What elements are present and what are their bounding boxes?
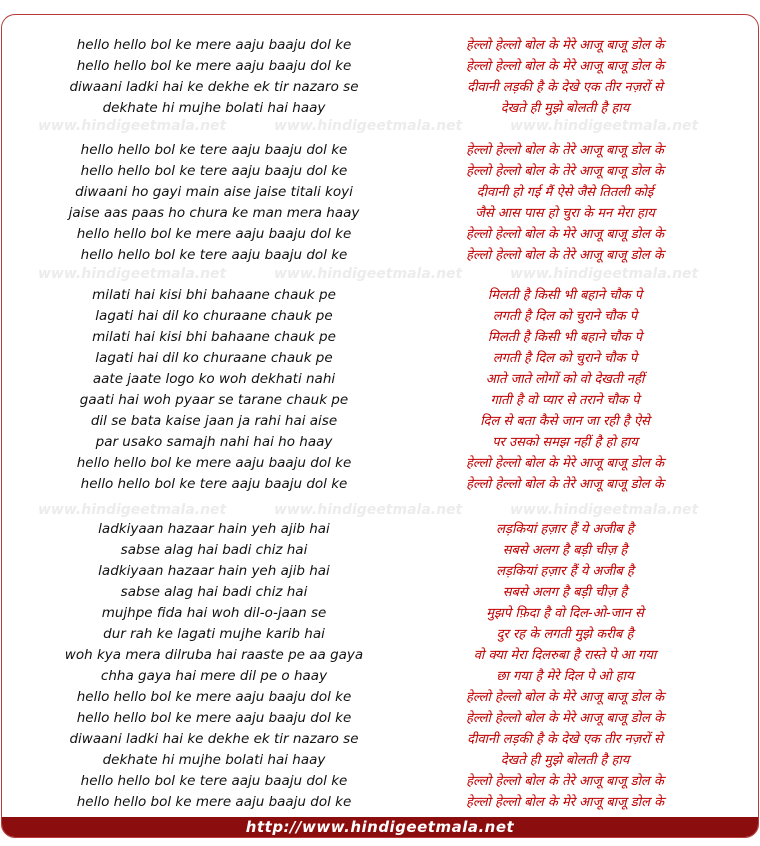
lyric-line-english: milati hai kisi bhi bahaane chauk pe	[92, 329, 336, 345]
lyric-line-hindi: लड़कियां हज़ार हैं ये अजीब है	[496, 564, 634, 579]
lyric-line-hindi: गाती है वो प्यार से तराने चौक पे	[490, 393, 640, 408]
lyric-line-english: hello hello bol ke mere aaju baaju dol ke	[76, 710, 352, 726]
watermark-row	[2, 502, 758, 520]
lyric-line-english: hello hello bol ke tere aaju baaju dol ke	[80, 163, 348, 179]
lyric-line-english: sabse alag hai badi chiz hai	[120, 542, 308, 558]
lyric-line-english: dekhate hi mujhe bolati hai haay	[102, 100, 326, 116]
lyric-line-hindi: लगती है दिल को चुराने चौक पे	[492, 309, 638, 324]
lyric-line-english: lagati hai dil ko churaane chauk pe	[95, 308, 333, 324]
lyric-line-english: aate jaate logo ko woh dekhati nahi	[92, 371, 336, 387]
lyric-line-english: gaati hai woh pyaar se tarane chauk pe	[79, 392, 349, 408]
lyric-line-hindi: हेल्लो हेल्लो बोल के मेरे आजू बाजू डोल के	[465, 38, 665, 53]
lyric-line-hindi: आते जाते लोगों को वो देखती नहीं	[485, 372, 645, 387]
watermark-row	[2, 118, 758, 136]
lyric-line-english: hello hello bol ke mere aaju baaju dol ke	[76, 58, 352, 74]
lyric-line-english: hello hello bol ke mere aaju baaju dol ke	[76, 37, 352, 53]
lyric-line-hindi: सबसे अलग है बड़ी चीज़ है	[502, 543, 628, 558]
lyric-line-hindi: हेल्लो हेल्लो बोल के मेरे आजू बाजू डोल के	[465, 456, 665, 471]
lyric-line-english: hello hello bol ke mere aaju baaju dol ke	[76, 689, 352, 705]
lyric-line-hindi: हेल्लो हेल्लो बोल के मेरे आजू बाजू डोल के	[465, 59, 665, 74]
lyric-line-english: hello hello bol ke mere aaju baaju dol ke	[76, 455, 352, 471]
lyric-line-english: dil se bata kaise jaan ja rahi hai aise	[90, 413, 338, 429]
lyric-line-hindi: हेल्लो हेल्लो बोल के तेरे आजू बाजू डोल के	[466, 248, 664, 263]
lyric-line-english: par usako samajh nahi hai ho haay	[95, 434, 333, 450]
watermark-row	[2, 266, 758, 284]
lyric-line-english: dur rah ke lagati mujhe karib hai	[103, 626, 325, 642]
lyric-line-hindi: मुझपे फ़िदा है वो दिल-ओ-जान से	[486, 606, 644, 621]
lyric-line-hindi: मिलती है किसी भी बहाने चौक पे	[487, 330, 643, 345]
watermark-text: www.hindigeetmala.net	[510, 118, 699, 134]
lyric-line-hindi: वो क्या मेरा दिलरुबा है रास्ते पे आ गया	[473, 648, 657, 663]
lyric-line-hindi: दीवानी लड़की है के देखे एक तीर नज़रों से	[467, 80, 663, 95]
watermark-text: www.hindigeetmala.net	[38, 266, 227, 282]
watermark-text: www.hindigeetmala.net	[274, 118, 463, 134]
lyric-line-english: milati hai kisi bhi bahaane chauk pe	[92, 287, 336, 303]
watermark-text: www.hindigeetmala.net	[274, 502, 463, 518]
lyric-line-english: ladkiyaan hazaar hain yeh ajib hai	[98, 563, 330, 579]
lyric-line-english: sabse alag hai badi chiz hai	[120, 584, 308, 600]
lyric-line-english: hello hello bol ke tere aaju baaju dol ke	[80, 476, 348, 492]
lyric-line-english: hello hello bol ke tere aaju baaju dol ke	[80, 142, 348, 158]
lyric-line-english: hello hello bol ke mere aaju baaju dol ke	[76, 794, 352, 810]
footer-url[interactable]: http://www.hindigeetmala.net	[2, 817, 758, 837]
lyric-line-english: lagati hai dil ko churaane chauk pe	[95, 350, 333, 366]
watermark-text: www.hindigeetmala.net	[510, 502, 699, 518]
lyric-line-hindi: हेल्लो हेल्लो बोल के मेरे आजू बाजू डोल के	[465, 795, 665, 810]
lyric-line-hindi: लड़कियां हज़ार हैं ये अजीब है	[496, 522, 634, 537]
lyric-line-hindi: दीवानी लड़की है के देखे एक तीर नज़रों से	[467, 732, 663, 747]
lyric-line-english: jaise aas paas ho chura ke man mera haay	[68, 205, 360, 221]
lyric-line-hindi: हेल्लो हेल्लो बोल के मेरे आजू बाजू डोल के	[465, 227, 665, 242]
lyric-line-english: mujhpe fida hai woh dil-o-jaan se	[101, 605, 327, 621]
lyric-line-hindi: पर उसको समझ नहीं है हो हाय	[492, 435, 638, 450]
lyric-line-english: ladkiyaan hazaar hain yeh ajib hai	[98, 521, 330, 537]
watermark-text: www.hindigeetmala.net	[510, 266, 699, 282]
lyric-line-english: diwaani ladki hai ke dekhe ek tir nazaro se	[69, 79, 359, 95]
lyric-line-hindi: दिल से बता कैसे जान जा रही है ऐसे	[480, 414, 650, 429]
lyric-line-hindi: जैसे आस पास हो चुरा के मन मेरा हाय	[475, 206, 655, 221]
lyric-line-hindi: हेल्लो हेल्लो बोल के तेरे आजू बाजू डोल के	[466, 164, 664, 179]
lyric-line-hindi: हेल्लो हेल्लो बोल के मेरे आजू बाजू डोल के	[465, 711, 665, 726]
lyric-line-hindi: हेल्लो हेल्लो बोल के मेरे आजू बाजू डोल के	[465, 690, 665, 705]
lyric-line-hindi: हेल्लो हेल्लो बोल के तेरे आजू बाजू डोल के	[466, 143, 664, 158]
lyric-line-english: woh kya mera dilruba hai raaste pe aa gaya	[64, 647, 364, 663]
lyric-line-english: hello hello bol ke tere aaju baaju dol ke	[80, 773, 348, 789]
lyric-line-english: hello hello bol ke mere aaju baaju dol ke	[76, 226, 352, 242]
lyric-line-hindi: देखते ही मुझे बोलती है हाय	[500, 101, 630, 116]
lyrics-panel	[1, 14, 759, 838]
lyric-line-english: diwaani ho gayi main aise jaise titali koyi	[75, 184, 353, 200]
watermark-text: www.hindigeetmala.net	[38, 118, 227, 134]
lyric-line-english: dekhate hi mujhe bolati hai haay	[102, 752, 326, 768]
lyric-line-hindi: दीवानी हो गई मैं ऐसे जैसे तितली कोई	[476, 185, 654, 200]
lyric-line-hindi: मिलती है किसी भी बहाने चौक पे	[487, 288, 643, 303]
watermark-text: www.hindigeetmala.net	[38, 502, 227, 518]
watermark-text: www.hindigeetmala.net	[274, 266, 463, 282]
lyric-line-english: hello hello bol ke tere aaju baaju dol ke	[80, 247, 348, 263]
lyric-line-hindi: दुर रह के लगती मुझे करीब है	[496, 627, 634, 642]
lyric-line-hindi: लगती है दिल को चुराने चौक पे	[492, 351, 638, 366]
lyric-line-hindi: छा गया है मेरे दिल पे ओ हाय	[496, 669, 634, 684]
lyric-line-hindi: देखते ही मुझे बोलती है हाय	[500, 753, 630, 768]
lyric-line-english: diwaani ladki hai ke dekhe ek tir nazaro se	[69, 731, 359, 747]
lyric-line-english: chha gaya hai mere dil pe o haay	[100, 668, 328, 684]
lyric-line-hindi: हेल्लो हेल्लो बोल के तेरे आजू बाजू डोल के	[466, 477, 664, 492]
lyric-line-hindi: सबसे अलग है बड़ी चीज़ है	[502, 585, 628, 600]
lyric-line-hindi: हेल्लो हेल्लो बोल के तेरे आजू बाजू डोल के	[466, 774, 664, 789]
